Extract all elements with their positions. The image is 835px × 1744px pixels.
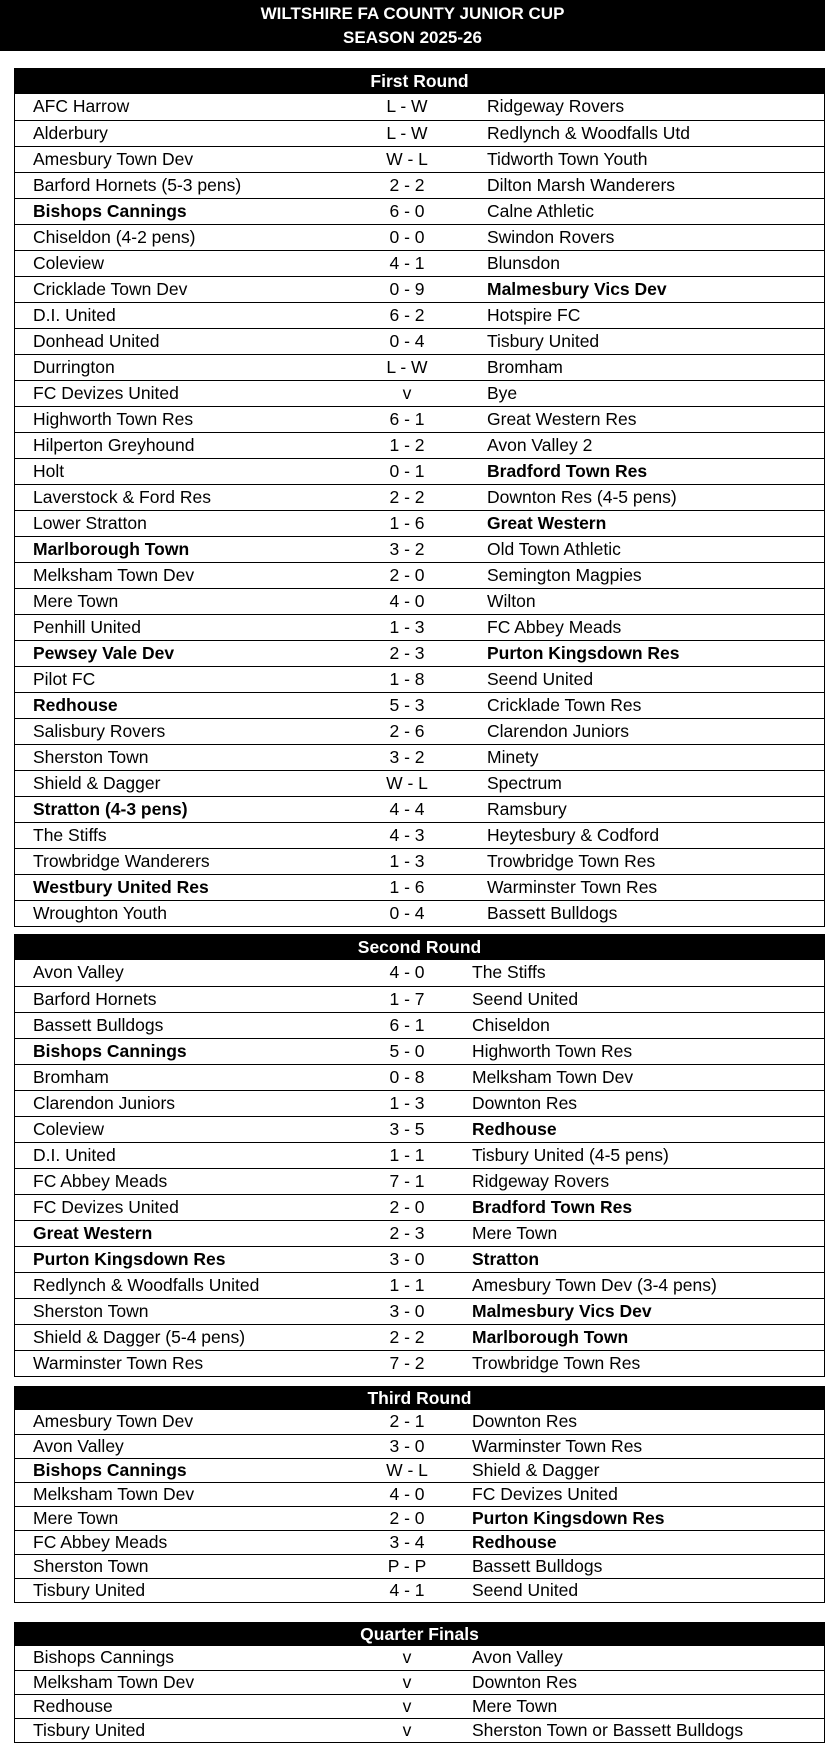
section-quarter-finals [14,1622,825,1743]
match-list [14,94,825,927]
away-team: The Stiffs [472,962,546,982]
match-row [15,458,824,484]
match-score: 1 - 3 [389,1093,425,1113]
section-header: Second Round [14,934,825,960]
match-row [15,380,824,406]
match-score: 2 - 3 [389,643,425,663]
away-team: Ridgeway Rovers [487,96,625,116]
match-row [15,1410,824,1434]
match-row [15,744,824,770]
away-team: Bradford Town Res [487,461,648,481]
home-team: Warminster Town Res [33,1353,204,1373]
match-row [15,1434,824,1458]
match-row [15,1350,824,1376]
home-team: Redhouse [33,695,118,715]
match-score: 6 - 0 [389,201,425,221]
away-team: Seend United [472,989,579,1009]
match-score: v [402,1647,412,1667]
match-row [15,198,824,224]
away-team: Marlborough Town [472,1327,629,1347]
match-row [15,406,824,432]
match-row [15,432,824,458]
away-team: Downton Res [472,1672,578,1692]
match-row [15,484,824,510]
away-team: Tisbury United (4-5 pens) [472,1145,669,1165]
match-row [15,172,824,198]
away-team: Bassett Bulldogs [472,1556,603,1576]
home-team: Sherston Town [33,1556,149,1576]
home-team: Donhead United [33,331,160,351]
match-row [15,1194,824,1220]
match-score: 1 - 8 [389,669,425,689]
home-team: Melksham Town Dev [33,565,195,585]
away-team: Melksham Town Dev [472,1067,634,1087]
away-team: Redlynch & Woodfalls Utd [487,123,690,143]
match-row [15,1646,824,1670]
match-row [15,796,824,822]
match-row [15,1064,824,1090]
match-row [15,986,824,1012]
home-team: Redhouse [33,1696,113,1716]
match-score: 1 - 3 [389,851,425,871]
match-row [15,1116,824,1142]
home-team: Holt [33,461,65,481]
match-score: 3 - 0 [389,1436,425,1456]
away-team: FC Abbey Meads [487,617,622,637]
section-header: Quarter Finals [14,1622,825,1646]
section-header: First Round [14,68,825,94]
home-team: Trowbridge Wanderers [33,851,210,871]
match-score: 1 - 6 [389,877,425,897]
home-team: Amesbury Town Dev [33,149,194,169]
match-row [15,1718,824,1742]
match-row [15,562,824,588]
home-team: D.I. United [33,1145,116,1165]
match-row [15,640,824,666]
match-score: 0 - 4 [389,331,425,351]
away-team: Seend United [487,669,594,689]
away-team: Trowbridge Town Res [472,1353,641,1373]
match-score: 2 - 0 [389,565,425,585]
match-score: W - L [386,149,428,169]
match-row [15,960,824,986]
match-score: 4 - 0 [389,591,425,611]
match-score: 3 - 0 [389,1301,425,1321]
home-team: AFC Harrow [33,96,130,116]
match-score: v [402,1672,412,1692]
home-team: Alderbury [33,123,108,143]
match-row [15,1578,824,1602]
match-list [14,1646,825,1743]
away-team: Sherston Town or Bassett Bulldogs [472,1720,744,1740]
home-team: Mere Town [33,591,119,611]
match-score: 3 - 2 [389,747,425,767]
away-team: Hotspire FC [487,305,581,325]
match-score: v [402,1720,412,1740]
match-row [15,770,824,796]
match-row [15,302,824,328]
match-score: 2 - 3 [389,1223,425,1243]
match-score: v [402,1696,412,1716]
match-row [15,666,824,692]
home-team: Redlynch & Woodfalls United [33,1275,260,1295]
match-score: 5 - 3 [389,695,425,715]
match-score: 2 - 2 [389,1327,425,1347]
home-team: Pilot FC [33,669,96,689]
home-team: Melksham Town Dev [33,1484,195,1504]
away-team: Trowbridge Town Res [487,851,656,871]
home-team: Sherston Town [33,747,149,767]
away-team: Warminster Town Res [472,1436,643,1456]
match-row [15,1038,824,1064]
match-row [15,1324,824,1350]
away-team: Bassett Bulldogs [487,903,618,923]
away-team: Shield & Dagger [472,1460,600,1480]
match-row [15,1142,824,1168]
home-team: FC Devizes United [33,1197,179,1217]
home-team: Penhill United [33,617,141,637]
home-team: D.I. United [33,305,116,325]
home-team: Lower Stratton [33,513,147,533]
away-team: Downton Res [472,1093,578,1113]
away-team: Bromham [487,357,563,377]
section-third-round [14,1386,825,1603]
away-team: Chiseldon [472,1015,550,1035]
match-score: 2 - 0 [389,1197,425,1217]
away-team: Warminster Town Res [487,877,658,897]
away-team: Mere Town [472,1223,558,1243]
home-team: Avon Valley [33,962,124,982]
home-team: Chiseldon (4-2 pens) [33,227,196,247]
home-team: Sherston Town [33,1301,149,1321]
away-team: Spectrum [487,773,562,793]
away-team: Dilton Marsh Wanderers [487,175,676,195]
match-row [15,224,824,250]
away-team: Clarendon Juniors [487,721,630,741]
home-team: Cricklade Town Dev [33,279,188,299]
match-row [15,874,824,900]
match-row [15,510,824,536]
match-score: L - W [386,357,428,377]
match-row [15,250,824,276]
section-second-round [14,934,825,1377]
match-score: 1 - 3 [389,617,425,637]
home-team: Bishops Cannings [33,201,187,221]
match-score: 2 - 6 [389,721,425,741]
match-score: 0 - 0 [389,227,425,247]
home-team: Durrington [33,357,115,377]
match-row [15,94,824,120]
match-score: 1 - 2 [389,435,425,455]
match-score: 0 - 8 [389,1067,425,1087]
match-score: 1 - 6 [389,513,425,533]
match-score: 7 - 1 [389,1171,425,1191]
match-score: P - P [387,1556,427,1576]
away-team: Heytesbury & Codford [487,825,660,845]
away-team: Avon Valley 2 [487,435,593,455]
match-list [14,1410,825,1603]
match-score: 6 - 2 [389,305,425,325]
home-team: Melksham Town Dev [33,1672,195,1692]
away-team: Ramsbury [487,799,567,819]
match-score: 2 - 2 [389,175,425,195]
away-team: Ridgeway Rovers [472,1171,610,1191]
match-score: 3 - 0 [389,1249,425,1269]
away-team: Downton Res (4-5 pens) [487,487,677,507]
home-team: Coleview [33,253,104,273]
match-score: 0 - 4 [389,903,425,923]
home-team: Barford Hornets (5-3 pens) [33,175,242,195]
match-score: 0 - 1 [389,461,425,481]
away-team: Swindon Rovers [487,227,615,247]
away-team: Stratton [472,1249,540,1269]
home-team: Purton Kingsdown Res [33,1249,226,1269]
match-row [15,822,824,848]
home-team: Salisbury Rovers [33,721,166,741]
away-team: Redhouse [472,1532,557,1552]
match-row [15,718,824,744]
match-row [15,1168,824,1194]
match-score: 2 - 1 [389,1411,425,1431]
home-team: FC Abbey Meads [33,1532,168,1552]
match-score: W - L [386,1460,428,1480]
match-row [15,354,824,380]
match-score: 0 - 9 [389,279,425,299]
away-team: Semington Magpies [487,565,642,585]
home-team: FC Abbey Meads [33,1171,168,1191]
away-team: Malmesbury Vics Dev [487,279,667,299]
home-team: Marlborough Town [33,539,190,559]
home-team: Great Western [33,1223,153,1243]
home-team: Hilperton Greyhound [33,435,195,455]
away-team: FC Devizes United [472,1484,618,1504]
away-team: Malmesbury Vics Dev [472,1301,652,1321]
match-row [15,848,824,874]
away-team: Amesbury Town Dev (3-4 pens) [472,1275,717,1295]
home-team: Wroughton Youth [33,903,167,923]
away-team: Minety [487,747,539,767]
match-score: 4 - 0 [389,962,425,982]
match-row [15,1554,824,1578]
match-row [15,1458,824,1482]
match-row [15,146,824,172]
match-row [15,1482,824,1506]
match-score: 4 - 1 [389,1580,425,1600]
away-team: Redhouse [472,1119,557,1139]
home-team: Bishops Cannings [33,1460,187,1480]
title-line-2: SEASON 2025-26 [343,28,482,47]
home-team: Clarendon Juniors [33,1093,176,1113]
match-row [15,276,824,302]
away-team: Great Western Res [487,409,637,429]
match-score: 4 - 0 [389,1484,425,1504]
home-team: Shield & Dagger [33,773,161,793]
match-score: 4 - 3 [389,825,425,845]
away-team: Seend United [472,1580,579,1600]
match-score: 4 - 1 [389,253,425,273]
match-score: 4 - 4 [389,799,425,819]
home-team: Shield & Dagger (5-4 pens) [33,1327,246,1347]
match-score: L - W [386,96,428,116]
home-team: Bassett Bulldogs [33,1015,164,1035]
away-team: Bye [487,383,518,403]
match-row [15,1670,824,1694]
home-team: Highworth Town Res [33,409,194,429]
away-team: Old Town Athletic [487,539,621,559]
match-row [15,1694,824,1718]
match-row [15,328,824,354]
match-row [15,900,824,926]
match-score: 2 - 2 [389,487,425,507]
match-row [15,1506,824,1530]
match-row [15,1246,824,1272]
match-score: 5 - 0 [389,1041,425,1061]
home-team: Bromham [33,1067,109,1087]
match-score: 1 - 1 [389,1275,425,1295]
away-team: Downton Res [472,1411,578,1431]
away-team: Purton Kingsdown Res [472,1508,665,1528]
match-row [15,1090,824,1116]
home-team: Pewsey Vale Dev [33,643,175,663]
home-team: Bishops Cannings [33,1647,175,1667]
match-row [15,1272,824,1298]
document-title [0,0,825,51]
match-list [14,960,825,1377]
home-team: Barford Hornets [33,989,157,1009]
home-team: Bishops Cannings [33,1041,187,1061]
match-score: L - W [386,123,428,143]
home-team: Tisbury United [33,1580,146,1600]
match-row [15,1298,824,1324]
match-row [15,1012,824,1038]
home-team: FC Devizes United [33,383,179,403]
match-score: 3 - 2 [389,539,425,559]
home-team: Westbury United Res [33,877,209,897]
match-row [15,120,824,146]
match-row [15,1220,824,1246]
away-team: Avon Valley [472,1647,563,1667]
away-team: Tisbury United [487,331,600,351]
section-first-round [14,68,825,927]
match-score: 3 - 4 [389,1532,425,1552]
away-team: Calne Athletic [487,201,595,221]
match-row [15,692,824,718]
match-row [15,1530,824,1554]
away-team: Purton Kingsdown Res [487,643,680,663]
home-team: Laverstock & Ford Res [33,487,211,507]
home-team: Avon Valley [33,1436,124,1456]
away-team: Mere Town [472,1696,558,1716]
match-score: 2 - 0 [389,1508,425,1528]
match-score: 1 - 1 [389,1145,425,1165]
match-score: v [402,383,412,403]
away-team: Great Western [487,513,607,533]
away-team: Cricklade Town Res [487,695,642,715]
match-score: 7 - 2 [389,1353,425,1373]
home-team: Tisbury United [33,1720,146,1740]
match-row [15,614,824,640]
away-team: Tidworth Town Youth [487,149,648,169]
home-team: The Stiffs [33,825,107,845]
title-line-1: WILTSHIRE FA COUNTY JUNIOR CUP [260,4,565,23]
match-row [15,536,824,562]
away-team: Blunsdon [487,253,560,273]
match-score: 3 - 5 [389,1119,425,1139]
home-team: Stratton (4-3 pens) [33,799,188,819]
match-score: W - L [386,773,428,793]
home-team: Amesbury Town Dev [33,1411,194,1431]
match-score: 1 - 7 [389,989,425,1009]
away-team: Bradford Town Res [472,1197,633,1217]
home-team: Coleview [33,1119,104,1139]
away-team: Highworth Town Res [472,1041,633,1061]
match-score: 6 - 1 [389,1015,425,1035]
match-row [15,588,824,614]
match-score: 6 - 1 [389,409,425,429]
home-team: Mere Town [33,1508,119,1528]
away-team: Wilton [487,591,536,611]
section-header: Third Round [14,1386,825,1410]
